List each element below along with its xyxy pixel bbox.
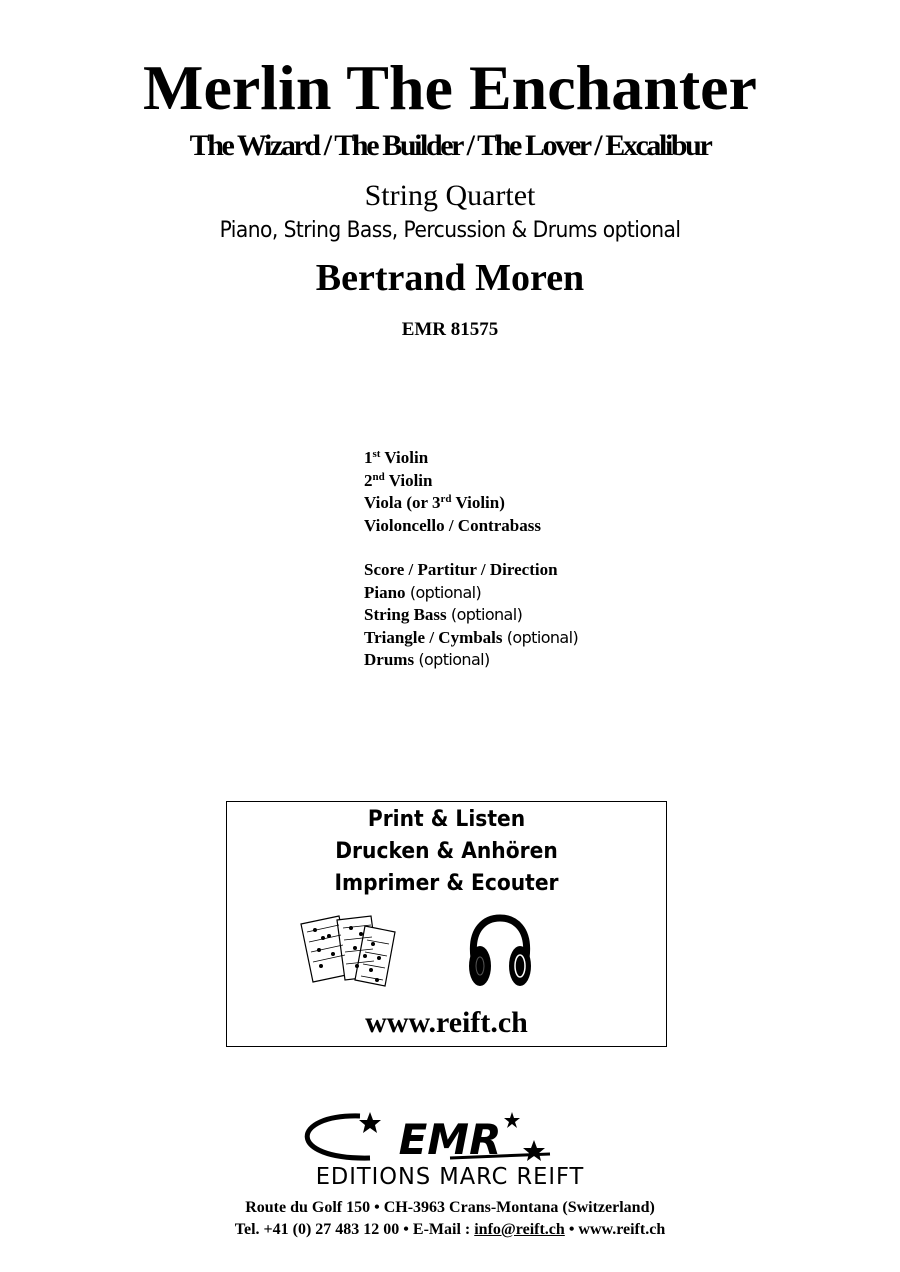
promo-line-drucken: Drucken & Anhören bbox=[335, 839, 558, 864]
emr-logo bbox=[250, 1108, 650, 1198]
catalog-number: EMR 81575 bbox=[401, 319, 499, 340]
emr-logo-text: EMR bbox=[398, 1115, 502, 1164]
emr-logo-mark bbox=[250, 1108, 650, 1168]
promo-line-print-listen: Print & Listen bbox=[367, 807, 526, 832]
part-viola: Viola (or 3rd Violin) bbox=[364, 493, 505, 512]
email-link[interactable]: info@reift.ch bbox=[474, 1221, 565, 1238]
promo-line-imprimer: Imprimer & Ecouter bbox=[334, 871, 559, 896]
part-score: Score / Partitur / Direction bbox=[364, 560, 558, 579]
publisher-name: EDITIONS MARC REIFT bbox=[315, 1164, 585, 1190]
part-violin-1: 1st Violin bbox=[364, 448, 429, 467]
parts-list bbox=[364, 447, 578, 672]
promo-url[interactable]: www.reift.ch bbox=[365, 1006, 528, 1039]
part-triangle-cymbals: Triangle / Cymbals (optional) bbox=[364, 627, 579, 647]
sheet-music-icon bbox=[299, 910, 411, 988]
part-violin-2: 2nd Violin bbox=[364, 470, 433, 490]
ensemble: String Quartet bbox=[364, 179, 536, 212]
title: Merlin The Enchanter bbox=[143, 52, 757, 123]
publisher-address: Route du Golf 150 • CH-3963 Crans-Montana (Switzerland) bbox=[245, 1199, 655, 1216]
part-string-bass: String Bass (optional) bbox=[364, 605, 523, 624]
print-listen-box bbox=[226, 801, 667, 1047]
headphones-icon bbox=[466, 914, 534, 990]
part-piano: Piano (optional) bbox=[364, 582, 482, 602]
composer: Bertrand Moren bbox=[315, 257, 585, 299]
part-cello: Violoncello / Contrabass bbox=[364, 515, 541, 535]
part-drums: Drums (optional) bbox=[364, 650, 490, 669]
optional-instruments: Piano, String Bass, Percussion & Drums optional bbox=[219, 218, 681, 243]
subtitle: The Wizard / The Builder / The Lover / Excalibur bbox=[189, 129, 711, 162]
publisher-contact: Tel. +41 (0) 27 483 12 00 • E-Mail : info@reift.ch • www.reift.ch bbox=[234, 1221, 666, 1238]
